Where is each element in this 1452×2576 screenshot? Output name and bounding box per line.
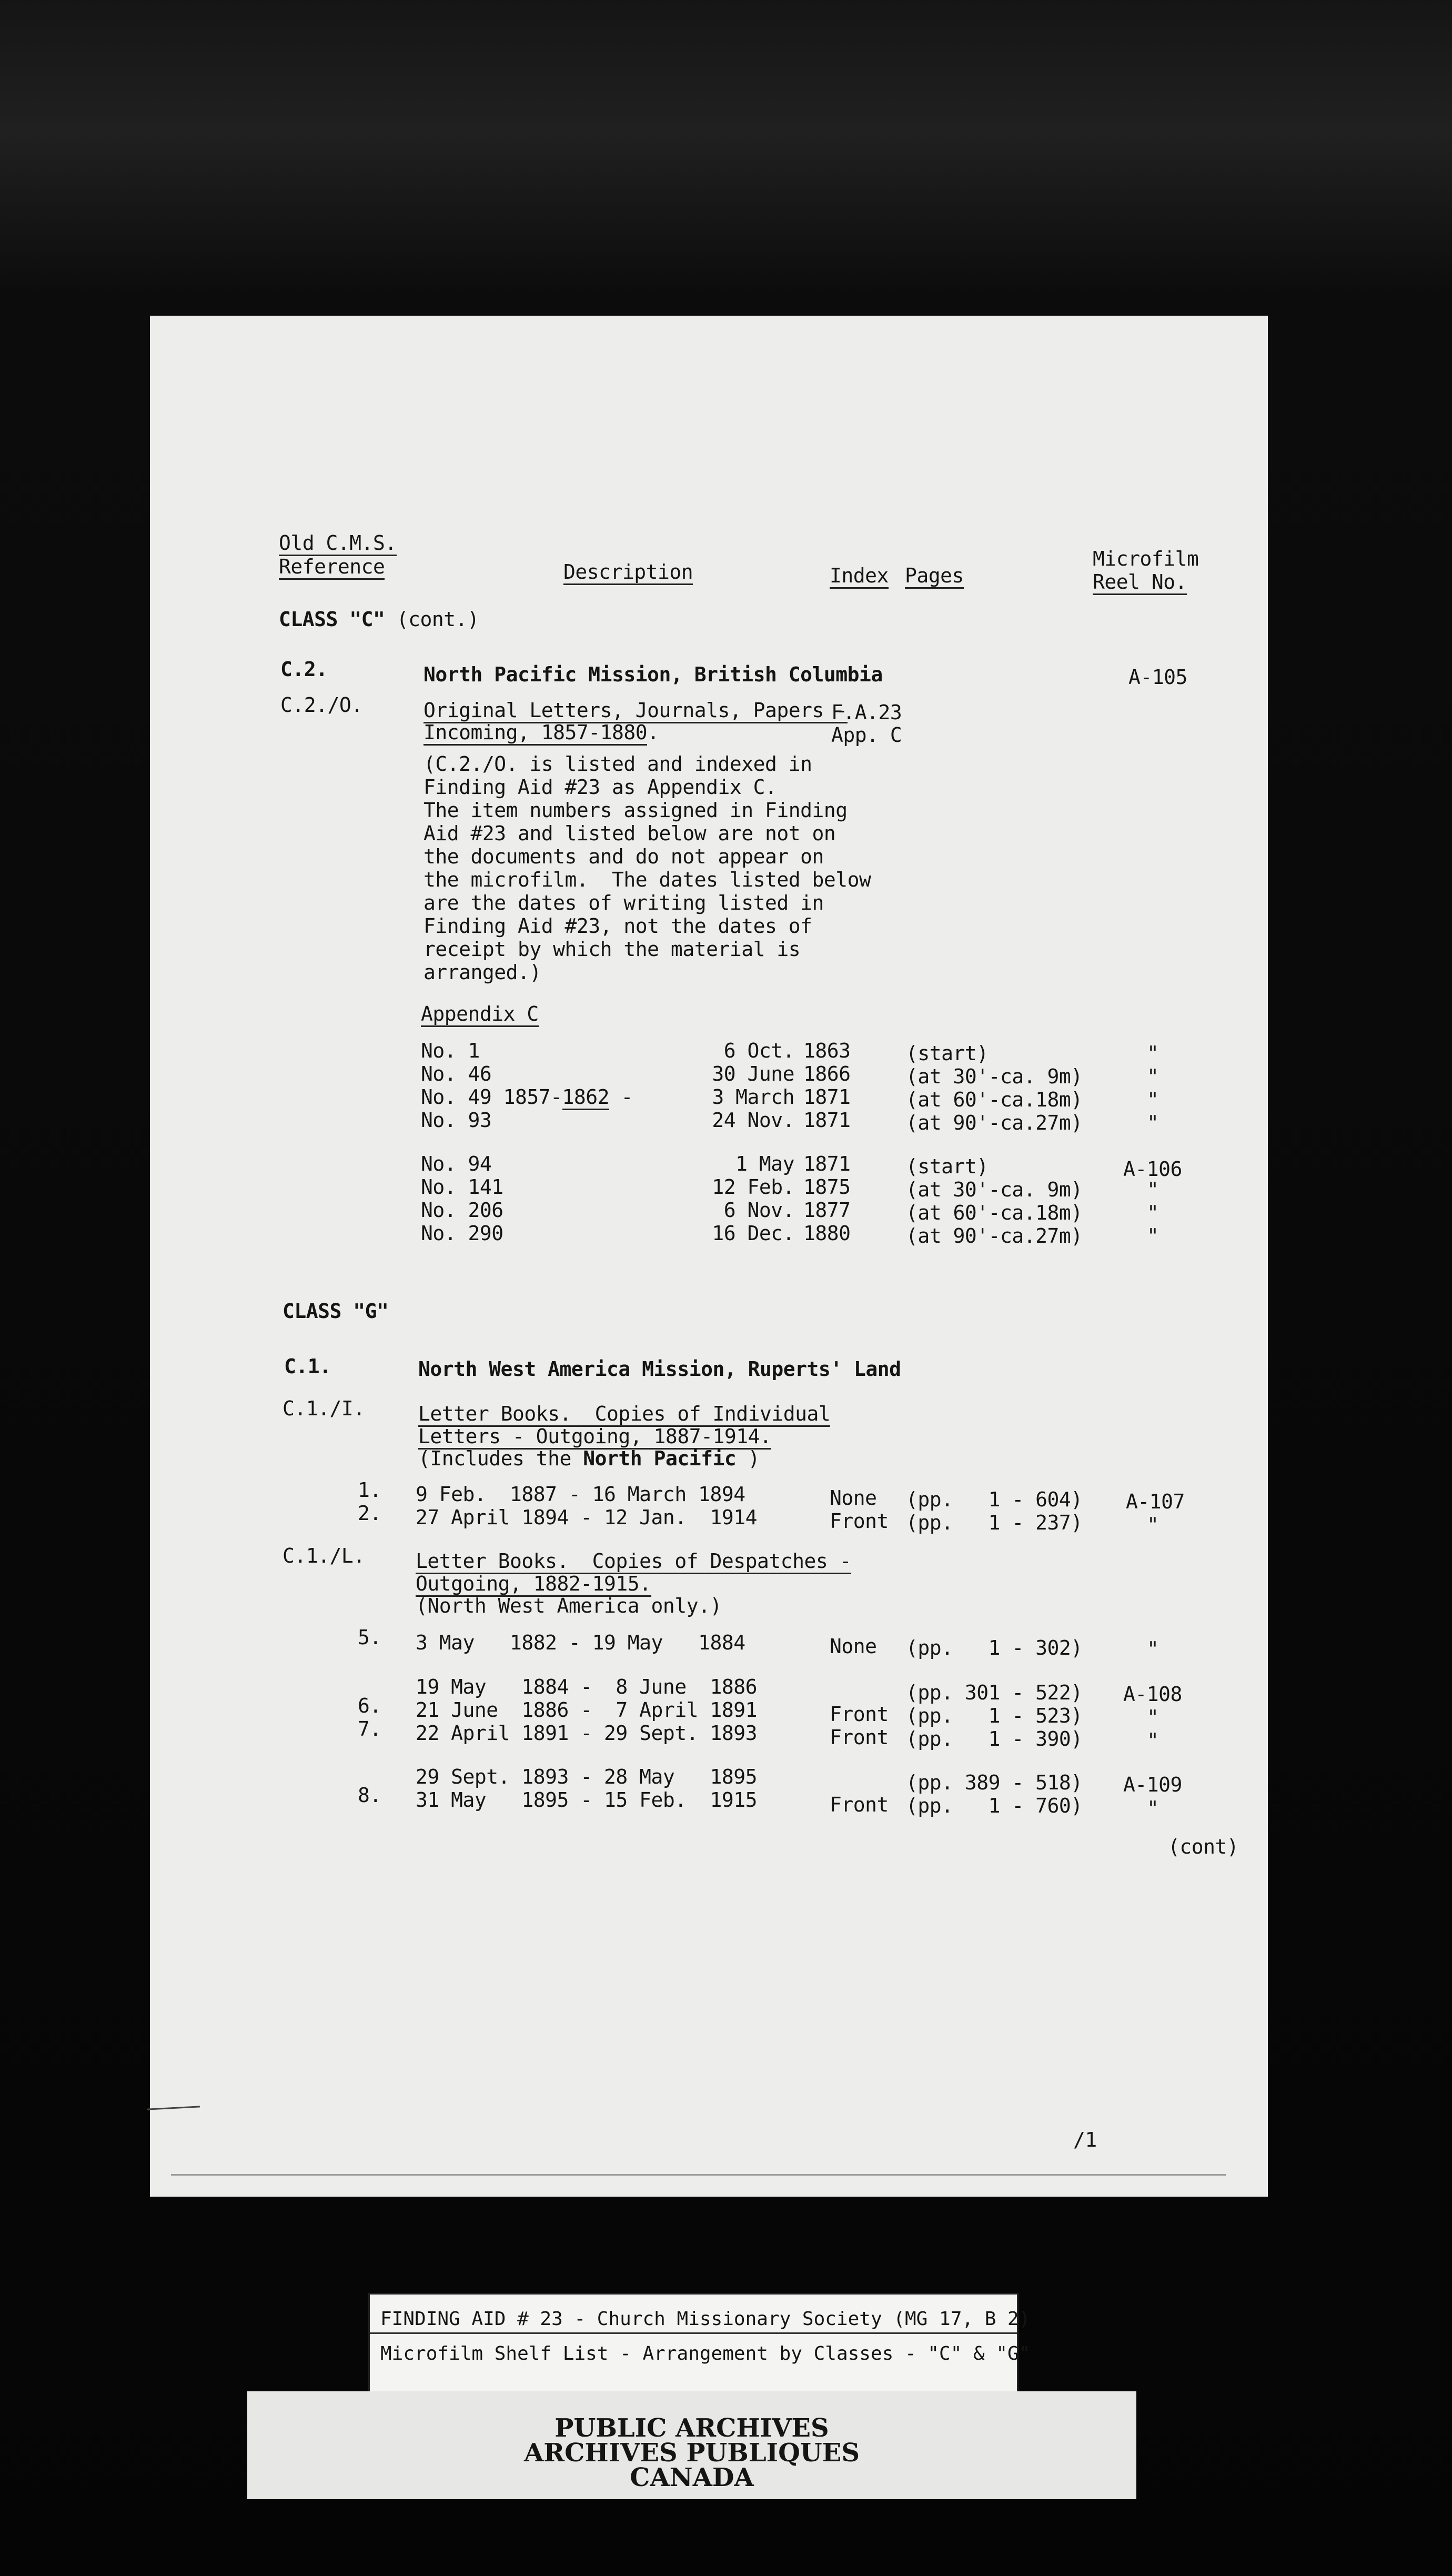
row-reel: " (1147, 1706, 1159, 1729)
item-year: 1880 (803, 1222, 851, 1245)
item-year: 1877 (803, 1199, 851, 1222)
row-reel: A-109 (1123, 1773, 1182, 1796)
item-reel: A-106 (1123, 1158, 1182, 1181)
row-index: Front (830, 1703, 889, 1726)
class-g-mission: North West America Mission, Ruperts' Land (418, 1357, 901, 1381)
item-no: No. 46 (421, 1062, 492, 1085)
row-number: 5. (358, 1626, 381, 1649)
note-line-8: receipt by which the material is (423, 938, 801, 961)
header-pages: Pages (905, 564, 964, 589)
header-index: Index (830, 564, 889, 589)
row-pages: (pp. 301 - 522) (906, 1681, 1083, 1704)
sec1-title-line2: Letters - Outgoing, 1887-1914. (418, 1425, 771, 1450)
item-date: 3 March (712, 1085, 794, 1109)
class-c-appendix-ref: App. C (831, 723, 902, 747)
item-year: 1871 (803, 1109, 851, 1132)
item-no: No. 93 (421, 1109, 492, 1132)
class-g-title: CLASS "G" (283, 1300, 389, 1323)
sec1-note-c: ) (736, 1447, 760, 1470)
sec2-title-line1: Letter Books. Copies of Despatches - (416, 1549, 851, 1574)
row-reel: A-108 (1123, 1683, 1182, 1706)
row-number: 1. (358, 1478, 381, 1502)
row-reel: " (1147, 1637, 1159, 1661)
item-date: 16 Dec. (712, 1222, 794, 1245)
header-ref-line2: Reference (279, 555, 385, 580)
class-c-sub-title-line2: Incoming, 1857-1880 (423, 721, 647, 746)
row-range: 27 April 1894 - 12 Jan. 1914 (416, 1506, 757, 1529)
item-date: 24 Nov. (712, 1109, 794, 1132)
note-line-5: the microfilm. The dates listed below (423, 868, 871, 891)
item-position: (at 90'-ca.27m) (906, 1224, 1083, 1247)
item-year: 1875 (803, 1175, 851, 1199)
row-number: 8. (358, 1784, 381, 1807)
continued-note: (cont) (1168, 1835, 1239, 1858)
item-reel: " (1147, 1111, 1159, 1134)
item-date: 12 Feb. (712, 1175, 794, 1199)
finding-aid-label (368, 2293, 1031, 2397)
sec1-code: C.1./I. (283, 1397, 365, 1420)
sec1-note-a: (Includes the (418, 1447, 583, 1470)
sec2-note: (North West America only.) (416, 1594, 722, 1617)
row-index: Front (830, 1726, 889, 1749)
item-no (421, 1085, 633, 1109)
item-no: No. 94 (421, 1152, 492, 1175)
class-c-code: C.2. (280, 658, 328, 681)
header-description: Description (563, 560, 693, 585)
item-position: (start) (906, 1042, 989, 1065)
row-index: None (830, 1486, 877, 1510)
class-c-heading (279, 608, 479, 631)
item-reel: " (1147, 1088, 1159, 1111)
class-c-cont: (cont.) (396, 608, 479, 631)
appendix-title: Appendix C (421, 1002, 539, 1027)
row-range: 19 May 1884 - 8 June 1886 (416, 1675, 757, 1698)
stamp-line3: CANADA (630, 2463, 754, 2492)
header-ref-line1: Old C.M.S. (279, 531, 397, 556)
class-g-code: C.1. (284, 1355, 331, 1378)
item-date: 6 Oct. (723, 1039, 794, 1062)
item-position: (at 90'-ca.27m) (906, 1111, 1083, 1134)
note-line-2: The item numbers assigned in Finding (423, 799, 848, 822)
item-reel: " (1147, 1224, 1159, 1247)
row-pages: (pp. 1 - 604) (906, 1488, 1083, 1511)
sec1-title-line1: Letter Books. Copies of Individual (418, 1402, 830, 1427)
item-no-text: No. 49 1857- (421, 1085, 562, 1109)
class-c-mission: North Pacific Mission, British Columbia (423, 663, 883, 686)
item-year: 1871 (803, 1152, 851, 1175)
item-date: 30 June (712, 1062, 794, 1085)
item-no: No. 1 (421, 1039, 480, 1062)
row-range: 29 Sept. 1893 - 28 May 1895 (416, 1765, 757, 1788)
row-number: 2. (358, 1502, 381, 1525)
note-line-6: are the dates of writing listed in (423, 891, 824, 914)
item-reel: " (1147, 1178, 1159, 1201)
row-number: 7. (358, 1717, 381, 1740)
item-position: (start) (906, 1155, 989, 1178)
header-reel-line2: Reel No. (1093, 570, 1187, 595)
document-page (150, 316, 1268, 2197)
item-year: 1871 (803, 1085, 851, 1109)
item-date: 1 May (735, 1152, 794, 1175)
class-c-finding-aid: F.A.23 (831, 701, 902, 724)
row-number: 6. (358, 1694, 381, 1717)
label-divider (370, 2332, 1017, 2334)
note-line-4: the documents and do not appear on (423, 845, 824, 868)
item-no-underlined-year: 1862 (562, 1085, 610, 1110)
row-range: 31 May 1895 - 15 Feb. 1915 (416, 1788, 757, 1812)
label-line2: Microfilm Shelf List - Arrangement by Classes - "C" & "G" (380, 2343, 1031, 2364)
class-c-sub-title-line2-wrap (423, 721, 659, 744)
note-line-7: Finding Aid #23, not the dates of (423, 914, 812, 938)
item-year: 1863 (803, 1039, 851, 1062)
item-position: (at 60'-ca.18m) (906, 1201, 1083, 1224)
item-year: 1866 (803, 1062, 851, 1085)
row-range: 22 April 1891 - 29 Sept. 1893 (416, 1722, 757, 1745)
note-line-0: (C.2./O. is listed and indexed in (423, 752, 812, 776)
class-c-reel: A-105 (1128, 666, 1187, 689)
sec2-code: C.1./L. (283, 1544, 365, 1567)
item-position: (at 60'-ca.18m) (906, 1088, 1083, 1111)
row-reel: " (1147, 1729, 1159, 1752)
class-c-title: CLASS "C" (279, 608, 385, 631)
row-index: None (830, 1635, 877, 1658)
archives-stamp (247, 2391, 1136, 2499)
label-line1: FINDING AID # 23 - Church Missionary Society (MG 17, B 2) (380, 2308, 1031, 2330)
row-pages: (pp. 1 - 237) (906, 1511, 1083, 1534)
row-pages: (pp. 1 - 390) (906, 1727, 1083, 1750)
item-date: 6 Nov. (723, 1199, 794, 1222)
item-no: No. 141 (421, 1175, 503, 1199)
sec1-note (418, 1447, 760, 1470)
item-no: No. 206 (421, 1199, 503, 1222)
note-line-3: Aid #23 and listed below are not on (423, 822, 836, 845)
row-pages: (pp. 1 - 523) (906, 1704, 1083, 1727)
note-line-9: arranged.) (423, 961, 541, 984)
row-pages: (pp. 1 - 302) (906, 1636, 1083, 1659)
note-line-1: Finding Aid #23 as Appendix C. (423, 776, 777, 799)
stamp-line1: PUBLIC ARCHIVES (554, 2413, 829, 2443)
row-index: Front (830, 1510, 889, 1533)
row-range: 9 Feb. 1887 - 16 March 1894 (416, 1483, 745, 1506)
item-no: No. 290 (421, 1222, 503, 1245)
item-no-end: - (609, 1085, 633, 1109)
row-reel: " (1147, 1797, 1159, 1820)
header-reel-line1: Microfilm (1093, 547, 1199, 570)
row-reel: A-107 (1126, 1490, 1185, 1513)
row-reel: " (1147, 1513, 1159, 1536)
sec1-note-b: North Pacific (583, 1447, 737, 1470)
item-reel: " (1147, 1201, 1159, 1224)
item-reel: " (1147, 1065, 1159, 1088)
row-index: Front (830, 1793, 889, 1816)
class-c-sub-code: C.2./O. (280, 693, 363, 717)
item-reel: " (1147, 1042, 1159, 1065)
class-c-sub-title-line2-end: . (647, 721, 659, 744)
row-range: 21 June 1886 - 7 April 1891 (416, 1698, 757, 1722)
row-pages: (pp. 1 - 760) (906, 1794, 1083, 1817)
sec2-title-line2: Outgoing, 1882-1915. (416, 1572, 651, 1597)
item-position: (at 30'-ca. 9m) (906, 1065, 1083, 1088)
row-range: 3 May 1882 - 19 May 1884 (416, 1631, 745, 1654)
page-number: /1 (1073, 2128, 1097, 2151)
row-pages: (pp. 389 - 518) (906, 1771, 1083, 1794)
stamp-line2: ARCHIVES PUBLIQUES (524, 2438, 860, 2468)
class-c-sub-title-line1: Original Letters, Journals, Papers - (423, 699, 848, 723)
item-position: (at 30'-ca. 9m) (906, 1178, 1083, 1201)
